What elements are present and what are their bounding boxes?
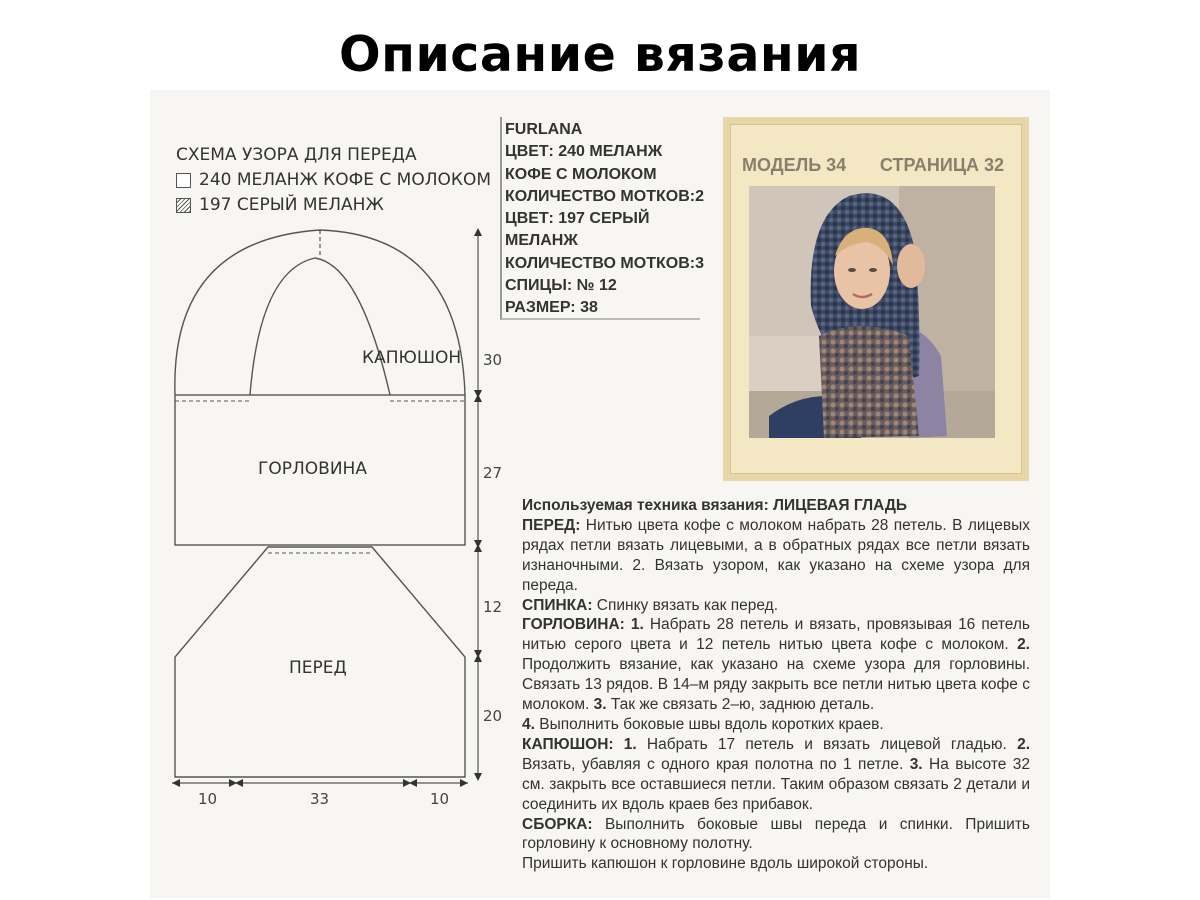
yarn-info-line: КОФЕ С МОЛОКОМ (505, 165, 657, 183)
front-instructions (522, 516, 1030, 596)
assembly-text: Выполнить боковые швы переда и спинки. Пришить горловину к основному полотну. (522, 815, 1030, 853)
front-height: 20 (483, 707, 503, 725)
assembly-label: СБОРКА: (522, 815, 593, 833)
hatched-square-icon (176, 198, 191, 213)
legend-item (176, 168, 491, 193)
model-photo (749, 186, 995, 438)
front-instructions-text: Нитью цвета кофе с молоком набрать 28 петель. В лицевых рядах петли вязать лицевыми, а в обратных рядах все петли вязать изнаночными. 2. Вязать узором, как указано на схеме узора для переда. (522, 516, 1030, 594)
neck-instructions-text: Набрать 28 петель и вязать, провязывая 16 петель нитью серого цвета и 12 петель нитью цвета кофе с молоком. (522, 616, 1030, 654)
page-title: Описание вязания (338, 26, 862, 83)
yarn-info-line: МЕЛАНЖ (505, 232, 578, 250)
yarn-info-box (500, 117, 704, 320)
step-4-instructions (522, 715, 1030, 735)
yarn-info-line: КОЛИЧЕСТВО МОТКОВ:3 (505, 254, 704, 272)
back-instructions (522, 596, 1030, 616)
photo-caption (742, 155, 1004, 176)
neck-instructions (522, 615, 1030, 715)
yarn-info-line: ЦВЕТ: 197 СЕРЫЙ (505, 210, 650, 228)
neck-step-number: 2. (1017, 636, 1030, 654)
left-width: 10 (198, 790, 218, 808)
neck-instructions-text: Так же связать 2–ю, заднюю деталь. (610, 696, 875, 714)
neck-instructions-text: Продолжить вязание, как указано на схеме узора для горловины. Связать 13 рядов. В 14–м ряду закрыть все петли нитью цвета кофе с молоком. (522, 656, 1030, 714)
assembly-instructions (522, 815, 1030, 855)
yarn-brand: FURLANA (505, 121, 583, 138)
neck-height: 27 (483, 464, 503, 482)
hood-instructions-text: Набрать 17 петель и вязать лицевой гладью. (646, 735, 1007, 753)
instructions (522, 496, 1030, 874)
legend-item-label: 240 МЕЛАНЖ КОФЕ С МОЛОКОМ (199, 170, 492, 190)
legend-item (176, 193, 491, 218)
neck-label: ГОРЛОВИНА (258, 459, 367, 479)
model-number: МОДЕЛЬ 34 (742, 155, 847, 175)
page-number: СТРАНИЦА 32 (879, 155, 1004, 175)
step-4-text: Выполнить боковые швы вдоль коротких краев. (539, 715, 884, 733)
yarn-info-line: КОЛИЧЕСТВО МОТКОВ:2 (505, 187, 704, 205)
hood-step-number: 3. (909, 755, 923, 773)
yarn-info-line: РАЗМЕР: 38 (505, 299, 598, 317)
technique-value: ЛИЦЕВАЯ ГЛАДЬ (773, 497, 908, 514)
yarn-info-line: СПИЦЫ: № 12 (505, 277, 617, 295)
pattern-legend (176, 143, 491, 218)
technique-line (522, 496, 1030, 516)
legend-item-label: 197 СЕРЫЙ МЕЛАНЖ (199, 195, 384, 215)
back-instructions-label: СПИНКА: (522, 596, 593, 614)
hood-instructions (522, 735, 1030, 815)
back-instructions-text: Спинку вязать как перед. (596, 596, 779, 614)
neck-step-number: 3. (593, 696, 607, 714)
technique-label: Используемая техника вязания: (522, 497, 769, 514)
hood-height: 30 (483, 351, 503, 369)
right-width: 10 (430, 790, 450, 808)
step-4-number: 4. (522, 715, 535, 733)
pattern-diagram (150, 220, 510, 820)
center-width: 33 (310, 790, 330, 808)
hood-instructions-text: На высоте 32 см. закрыть все оставшиеся петли. Таким образом связать 2 детали и соединить их вдоль краев без прибавок. (522, 755, 1031, 813)
empty-square-icon (176, 173, 191, 188)
hood-instructions-text: Вязать, убавляя с одного края полотна по 1 петле. (522, 755, 904, 773)
neck-instructions-label: ГОРЛОВИНА: 1. (522, 616, 644, 634)
front-instructions-label: ПЕРЕД: (522, 516, 581, 534)
hood-step-number: 2. (1017, 735, 1031, 753)
taper-height: 12 (483, 598, 503, 616)
hood-label: КАПЮШОН (362, 348, 462, 368)
front-label: ПЕРЕД (289, 658, 347, 678)
final-instructions: Пришить капюшон к горловине вдоль широкой стороны. (522, 855, 929, 873)
hood-inner-curve (250, 258, 390, 395)
hood-instructions-label: КАПЮШОН: 1. (522, 735, 637, 753)
yarn-info-line: ЦВЕТ: 240 МЕЛАНЖ (505, 143, 663, 161)
legend-title: СХЕМА УЗОРА ДЛЯ ПЕРЕДА (176, 145, 417, 165)
